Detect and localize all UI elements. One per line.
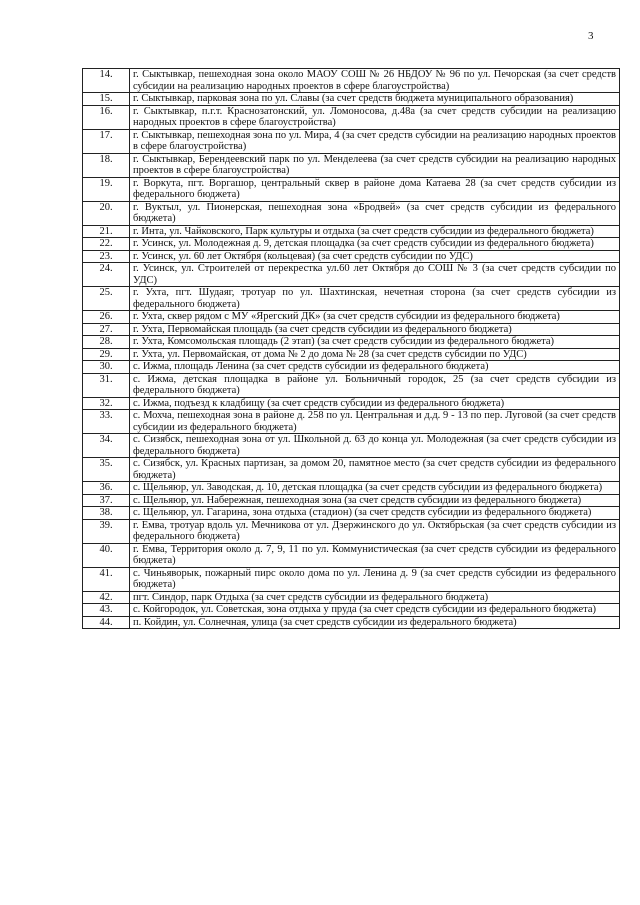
row-description: г. Сыктывкар, п.г.т. Краснозатонский, ул. Ломоносова, д.48а (за счет средств субсидии на реализацию народных проектов в сфере благоустройства) — [130, 105, 620, 129]
row-number: 21. — [83, 225, 130, 238]
table-row — [83, 336, 620, 349]
row-number: 37. — [83, 494, 130, 507]
row-number: 36. — [83, 482, 130, 495]
projects-table-body — [83, 69, 620, 629]
table-row — [83, 263, 620, 287]
row-description: г. Усинск, ул. Строителей от перекрестка ул.60 лет Октября до СОШ № 3 (за счет средств субсидии по УДС) — [130, 263, 620, 287]
row-number: 34. — [83, 434, 130, 458]
row-number: 27. — [83, 323, 130, 336]
row-description: г. Инта, ул. Чайковского, Парк культуры и отдыха (за счет средств субсидии из федерального бюджета) — [130, 225, 620, 238]
row-description: г. Воркута, пгт. Воргашор, центральный сквер в районе дома Катаева 28 (за счет средств субсидии из федерального бюджета) — [130, 177, 620, 201]
row-number: 18. — [83, 153, 130, 177]
row-number: 28. — [83, 336, 130, 349]
row-description: г. Ухта, Комсомольская площадь (2 этап) (за счет средств субсидии из федерального бюджета) — [130, 336, 620, 349]
table-row — [83, 604, 620, 617]
row-description: г. Вуктыл, ул. Пионерская, пешеходная зона «Бродвей» (за счет средств субсидии из федерального бюджета) — [130, 201, 620, 225]
table-row — [83, 361, 620, 374]
row-number: 15. — [83, 93, 130, 106]
row-number: 33. — [83, 410, 130, 434]
row-description: с. Щельяюр, ул. Заводская, д. 10, детская площадка (за счет средств субсидии из федерального бюджета) — [130, 482, 620, 495]
table-row — [83, 373, 620, 397]
table-row — [83, 69, 620, 93]
row-number: 35. — [83, 458, 130, 482]
row-number: 26. — [83, 311, 130, 324]
table-row — [83, 201, 620, 225]
table-row — [83, 616, 620, 629]
row-number: 24. — [83, 263, 130, 287]
row-description: с. Ижма, площадь Ленина (за счет средств субсидии из федерального бюджета) — [130, 361, 620, 374]
row-description: г. Сыктывкар, парковая зона по ул. Славы (за счет средств бюджета муниципального образования) — [130, 93, 620, 106]
row-number: 41. — [83, 567, 130, 591]
table-row — [83, 238, 620, 251]
table-row — [83, 397, 620, 410]
row-description: с. Чиньяворык, пожарный пирс около дома по ул. Ленина д. 9 (за счет средств субсидии из федерального бюджета) — [130, 567, 620, 591]
row-description: с. Койгородок, ул. Советская, зона отдыха у пруда (за счет средств субсидии из федерального бюджета) — [130, 604, 620, 617]
row-number: 22. — [83, 238, 130, 251]
row-description: с. Мохча, пешеходная зона в районе д. 258 по ул. Центральная и д.д. 9 - 13 по пер. Луговой (за счет средств субсидии из федерального бюджета) — [130, 410, 620, 434]
row-description: г. Сыктывкар, Берендеевский парк по ул. Менделеева (за счет средств субсидии на реализацию народных проектов в сфере благоустройства) — [130, 153, 620, 177]
row-number: 32. — [83, 397, 130, 410]
row-description: с. Сизябск, пешеходная зона от ул. Школьной д. 63 до конца ул. Молодежная (за счет средств субсидии из федерального бюджета) — [130, 434, 620, 458]
row-number: 23. — [83, 250, 130, 263]
row-description: г. Ухта, пгт. Шудаяг, тротуар по ул. Шахтинская, нечетная сторона (за счет средств субсидии из федерального бюджета) — [130, 287, 620, 311]
table-row — [83, 494, 620, 507]
row-number: 17. — [83, 129, 130, 153]
table-row — [83, 129, 620, 153]
row-number: 19. — [83, 177, 130, 201]
row-number: 43. — [83, 604, 130, 617]
table-row — [83, 458, 620, 482]
row-number: 29. — [83, 348, 130, 361]
row-description: пгт. Синдор, парк Отдыха (за счет средств субсидии из федерального бюджета) — [130, 591, 620, 604]
row-description: г. Ухта, сквер рядом с МУ «Ярегский ДК» (за счет средств субсидии из федерального бюджета) — [130, 311, 620, 324]
row-description: г. Ухта, ул. Первомайская, от дома № 2 до дома № 28 (за счет средств субсидии по УДС) — [130, 348, 620, 361]
table-row — [83, 311, 620, 324]
row-number: 40. — [83, 543, 130, 567]
table-row — [83, 507, 620, 520]
row-description: с. Ижма, подъезд к кладбищу (за счет средств субсидии из федерального бюджета) — [130, 397, 620, 410]
row-description: г. Сыктывкар, пешеходная зона по ул. Мира, 4 (за счет средств субсидии на реализацию народных проектов в сфере благоустройства) — [130, 129, 620, 153]
row-number: 30. — [83, 361, 130, 374]
table-row — [83, 105, 620, 129]
row-description: с. Щельяюр, ул. Гагарина, зона отдыха (стадион) (за счет средств субсидии из федерального бюджета) — [130, 507, 620, 520]
row-description: с. Сизябск, ул. Красных партизан, за домом 20, памятное место (за счет средств субсидии из федерального бюджета) — [130, 458, 620, 482]
table-row — [83, 93, 620, 106]
table-row — [83, 591, 620, 604]
row-description: г. Сыктывкар, пешеходная зона около МАОУ СОШ № 26 НБДОУ № 96 по ул. Печорская (за счет средств субсидии на реализацию народных проектов в сфере благоустройства) — [130, 69, 620, 93]
row-number: 39. — [83, 519, 130, 543]
row-description: г. Ухта, Первомайская площадь (за счет средств субсидии из федерального бюджета) — [130, 323, 620, 336]
table-row — [83, 519, 620, 543]
row-description: с. Щельяюр, ул. Набережная, пешеходная зона (за счет средств субсидии из федерального бюджета) — [130, 494, 620, 507]
row-number: 31. — [83, 373, 130, 397]
table-row — [83, 250, 620, 263]
row-number: 25. — [83, 287, 130, 311]
row-number: 20. — [83, 201, 130, 225]
row-description: г. Усинск, ул. 60 лет Октября (кольцевая) (за счет средств субсидии по УДС) — [130, 250, 620, 263]
row-number: 14. — [83, 69, 130, 93]
row-description: г. Емва, Территория около д. 7, 9, 11 по ул. Коммунистическая (за счет средств субсидии из федерального бюджета) — [130, 543, 620, 567]
table-row — [83, 482, 620, 495]
table-row — [83, 434, 620, 458]
table-row — [83, 287, 620, 311]
row-number: 38. — [83, 507, 130, 520]
row-description: п. Койдин, ул. Солнечная, улица (за счет средств субсидии из федерального бюджета) — [130, 616, 620, 629]
table-row — [83, 225, 620, 238]
row-number: 42. — [83, 591, 130, 604]
table-row — [83, 410, 620, 434]
row-number: 16. — [83, 105, 130, 129]
table-row — [83, 567, 620, 591]
row-description: с. Ижма, детская площадка в районе ул. Больничный городок, 25 (за счет средств субсидии из федерального бюджета) — [130, 373, 620, 397]
page-number: 3 — [588, 30, 594, 42]
row-description: г. Емва, тротуар вдоль ул. Мечникова от ул. Дзержинского до ул. Октябрьская (за счет средств субсидии из федерального бюджета) — [130, 519, 620, 543]
projects-table — [82, 68, 620, 629]
table-row — [83, 323, 620, 336]
table-row — [83, 348, 620, 361]
table-row — [83, 543, 620, 567]
table-row — [83, 177, 620, 201]
table-row — [83, 153, 620, 177]
row-description: г. Усинск, ул. Молодежная д. 9, детская площадка (за счет средств субсидии из федерального бюджета) — [130, 238, 620, 251]
row-number: 44. — [83, 616, 130, 629]
